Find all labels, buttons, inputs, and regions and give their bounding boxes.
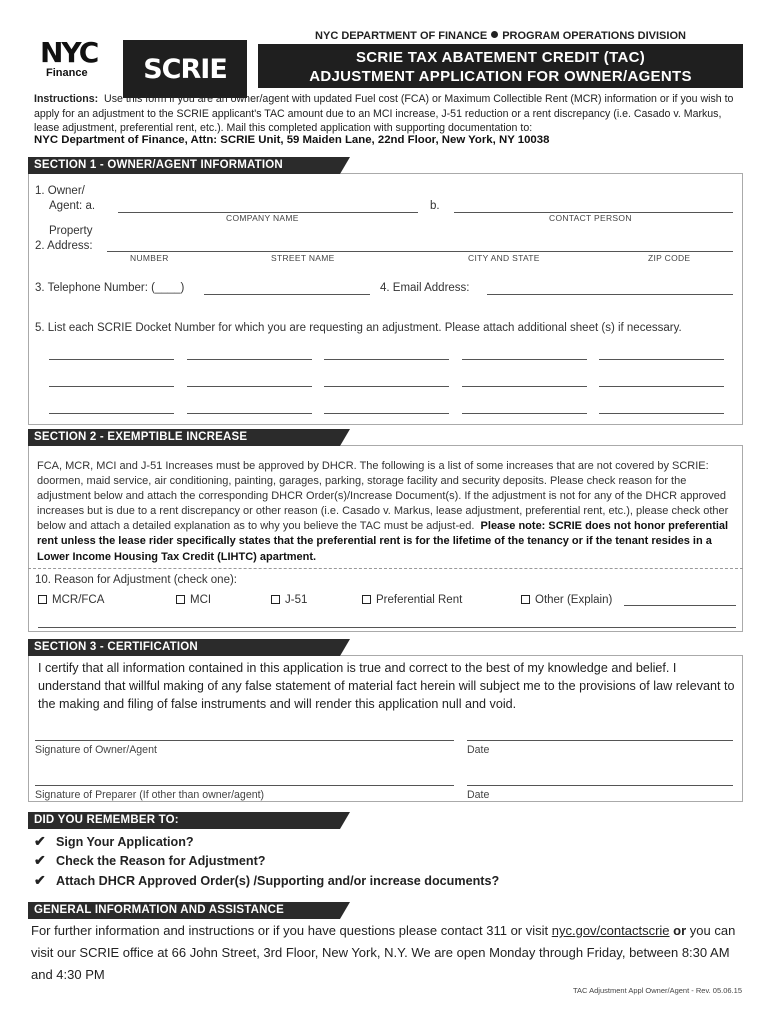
checkbox-label: J-51 [285,594,308,606]
reminder-text: Attach DHCR Approved Order(s) /Supporting and/or increase documents? [56,874,500,888]
property-address-field[interactable] [107,251,733,252]
street-name-caption: STREET NAME [271,253,335,263]
owner-signature-caption: Signature of Owner/Agent [35,744,157,756]
division-name: PROGRAM OPERATIONS DIVISION [502,30,686,42]
docket-number-field[interactable] [187,359,312,360]
form-title-line1: SCRIE TAX ABATEMENT CREDIT (TAC) [355,49,646,66]
checkbox-mcr-fca[interactable] [38,594,104,606]
agent-label: Agent: a. [49,200,96,212]
checkbox-mci[interactable] [176,594,211,606]
form-title [258,44,743,88]
date-caption: Date [467,744,490,756]
owner-signature-field[interactable] [35,740,454,741]
docket-number-field[interactable] [462,386,587,387]
reason-label: 10. Reason for Adjustment (check one): [35,574,237,586]
date-field[interactable] [467,740,733,741]
docket-number-field[interactable] [462,359,587,360]
logo-nyc-text: NYC [40,36,98,69]
checkbox-icon[interactable] [176,595,185,604]
section2-tab: SECTION 2 - EXEMPTIBLE INCREASE [28,429,340,446]
reminder-text: Sign Your Application? [56,835,194,849]
company-name-caption: COMPANY NAME [226,213,299,223]
docket-number-field[interactable] [324,413,449,414]
remember-tab: DID YOU REMEMBER TO: [28,812,340,829]
docket-number-field[interactable] [49,413,174,414]
reminder-item [34,833,194,850]
docket-number-field[interactable] [599,413,724,414]
check-icon: ✔ [34,833,46,849]
docket-number-field[interactable] [324,359,449,360]
email-label: 4. Email Address: [380,282,470,294]
docket-number-field[interactable] [49,359,174,360]
docket-number-field[interactable] [187,386,312,387]
divider [28,568,743,569]
checkbox-label: Other (Explain) [535,594,613,606]
reminder-text: Check the Reason for Adjustment? [56,854,266,868]
instructions-label: Instructions: [34,93,99,105]
date-field[interactable] [467,785,733,786]
checkbox-icon[interactable] [521,595,530,604]
logo-finance-text: Finance [46,67,88,79]
docket-number-field[interactable] [187,413,312,414]
contact-person-caption: CONTACT PERSON [549,213,632,223]
reminder-item [34,872,499,889]
checkbox-icon[interactable] [38,595,47,604]
number-caption: NUMBER [130,253,169,263]
docket-instructions: 5. List each SCRIE Docket Number for which you are requesting an adjustment. Please attach additional sheet (s) if necessary. [35,322,682,334]
checkbox-label: Preferential Rent [376,594,463,606]
checkbox-j51[interactable] [271,594,307,606]
property-label: Property [49,225,93,237]
checkbox-icon[interactable] [271,595,280,604]
preparer-signature-caption: Signature of Preparer (If other than owner/agent) [35,789,265,801]
reminder-item [34,852,265,869]
contact-link[interactable]: nyc.gov/contactscrie [551,923,670,938]
department-name: NYC DEPARTMENT OF FINANCE [315,30,488,42]
form-footer: TAC Adjustment Appl Owner/Agent - Rev. 05.06.15 [573,986,742,995]
section1-tab: SECTION 1 - OWNER/AGENT INFORMATION [28,157,340,174]
exemptible-increase-body: FCA, MCR, MCI and J-51 Increases must be approved by DHCR. The following is a list of some increases that are not covered by SCRIE: doormen, maid service, air conditioning, painting, garages, parking, storage facility and security deposits. Please check reason for the adjustment below and attach the corresponding DHCR Order(s)/Increase Document(s). If the adjustment is not for any of the DHCR approved increases but is due to a rent discrepancy or other reason (i.e. Casado v. Markus, lease adjustment, preferential rent, etc.), please check other below and attach a detailed explanation as to why you believe the TAC must be adjust-ed. [37,460,729,533]
preparer-signature-field[interactable] [35,785,454,786]
address-label: 2. Address: [35,240,93,252]
or-text: or [669,923,687,938]
email-field[interactable] [487,294,733,295]
docket-number-field[interactable] [599,386,724,387]
checkbox-other[interactable] [521,594,612,606]
general-info-text [31,920,743,986]
general-info-tab: GENERAL INFORMATION AND ASSISTANCE [28,902,340,919]
telephone-field[interactable] [204,294,370,295]
city-state-caption: CITY AND STATE [468,253,540,263]
scrie-badge: SCRIE [123,40,247,98]
exemptible-increase-text [37,459,739,565]
docket-number-field[interactable] [324,386,449,387]
contact-b-label: b. [430,200,440,212]
telephone-label: 3. Telephone Number: (____) [35,282,185,294]
section3-tab: SECTION 3 - CERTIFICATION [28,639,340,656]
docket-number-field[interactable] [462,413,587,414]
instructions [34,92,744,136]
form-title-line2: ADJUSTMENT APPLICATION FOR OWNER/AGENTS [309,68,692,85]
other-explain-field[interactable] [624,605,736,606]
check-icon: ✔ [34,872,46,888]
checkbox-preferential-rent[interactable] [362,594,462,606]
department-line [258,30,743,42]
general-info-text-a: For further information and instructions or if you have questions please contact 311 or visit [31,923,552,938]
preferential-rent-note: Please note: SCRIE does not honor preferential rent unless the lease rider specifically states that the preferential rent is for the lifetime of the tenancy or if the tenant resides in a Lower Income Housing Tax Credit (LIHTC) apartment. [37,520,729,563]
instructions-text: Use this form if you are an owner/agent with updated Fuel cost (FCA) or Maximum Collectible Rent (MCR) information or if you wish to apply for an adjustment to the SCRIE applicant's TAC amount due to an MCI increase, J-51 reduction or a rent discrepancy (i.e. Casado v. Markus, lease adjustment, preferential rent, etc.). Mail this completed application with supporting documentation to: [34,93,734,134]
form-header [28,24,743,90]
checkbox-label: MCI [190,594,212,606]
explanation-field[interactable] [38,627,736,628]
general-info-text-b: you can visit our SCRIE office at 66 John Street, 3rd Floor, New York, N.Y. We are open Monday through Friday, between 8:30 AM and 4:30 PM [31,923,736,982]
owner-label: 1. Owner/ [35,185,85,197]
date-caption: Date [467,789,490,801]
zip-code-caption: ZIP CODE [648,253,691,263]
checkbox-icon[interactable] [362,595,371,604]
section1-box [28,173,743,425]
check-icon: ✔ [34,852,46,868]
certification-text: I certify that all information contained in this application is true and correct to the best of my knowledge and belief. I understand that willful making of any false statement of material fact herein will subject me to the provisions of law relevant to the making and filing of false instruments and will render this application null and void. [38,661,735,711]
checkbox-label: MCR/FCA [52,594,105,606]
bullet-icon [491,31,498,38]
docket-number-field[interactable] [599,359,724,360]
docket-number-field[interactable] [49,386,174,387]
mailing-address: NYC Department of Finance, Attn: SCRIE Unit, 59 Maiden Lane, 22nd Floor, New York, NY 10038 [34,134,550,146]
